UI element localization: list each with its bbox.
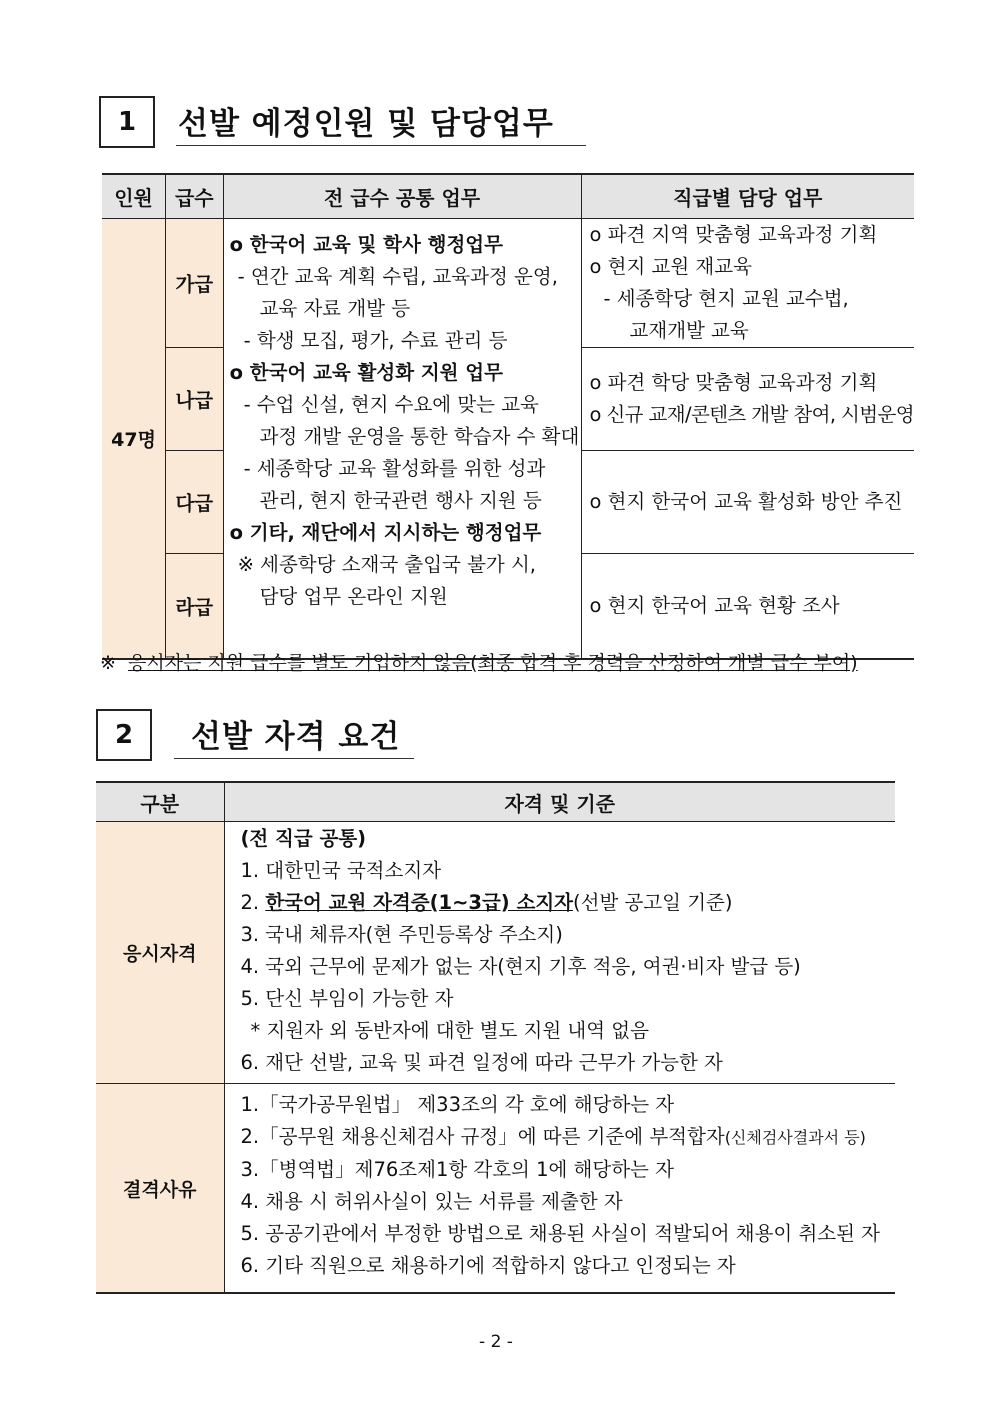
disqualification-item	[241, 1121, 896, 1154]
ga-duty-cont: 교재개발 교육	[629, 319, 749, 342]
eligibility-item: 6. 재단 선발, 교육 및 파견 일정에 따라 근무가 가능한 자	[240, 1051, 723, 1074]
staffing-table	[102, 173, 914, 660]
page-number: - 2 -	[479, 1332, 513, 1352]
eligibility-intro: (전 직급 공통)	[240, 827, 367, 850]
disqualification-item: 5. 공공기관에서 부정한 방법으로 채용된 사실이 적발되어 채용이 취소된 자	[240, 1222, 881, 1245]
duty-heading: o 한국어 교육 및 학사 행정업무	[229, 233, 503, 256]
header-grade: 급수	[166, 174, 224, 219]
section-number: 2	[114, 720, 134, 750]
disqualification-item-text: 2.「공무원 채용신체검사 규정」에 따른 기준에 부적합자	[240, 1125, 725, 1148]
qualification-table	[96, 781, 895, 1294]
item-number: 2.	[240, 891, 266, 914]
grade-ga: 가급	[166, 219, 224, 348]
duty-item: - 연간 교육 계획 수립, 교육과정 운영,	[237, 265, 558, 288]
note-mark: ※	[100, 652, 116, 674]
da-duty: o 현지 한국어 교육 활성화 방안 추진	[589, 490, 903, 513]
header-headcount: 인원	[102, 174, 166, 219]
eligibility-item: 5. 단신 부임이 가능한 자	[240, 987, 454, 1010]
grade-ra: 라급	[166, 554, 224, 660]
common-duties-cell	[223, 219, 581, 660]
disqualification-item: 6. 기타 직원으로 채용하기에 적합하지 않다고 인정되는 자	[240, 1254, 736, 1277]
duty-item-cont: 과정 개발 운영을 통한 학습자 수 확대	[259, 425, 580, 448]
disqualification-item: 3.「병역법」제76조제1항 각호의 1에 해당하는 자	[240, 1158, 674, 1181]
section-number-box	[96, 709, 152, 761]
header-criteria: 자격 및 기준	[224, 782, 895, 822]
disqualification-item-note: (신체검사결과서 등)	[724, 1128, 866, 1147]
da-duties-cell	[581, 451, 914, 554]
grade-note	[100, 648, 858, 675]
item-suffix: (선발 공고일 기준)	[573, 891, 733, 914]
duty-item-cont: 교육 자료 개발 등	[259, 297, 411, 320]
eligibility-label-text: 응시자격	[123, 943, 197, 965]
section-title-underline	[174, 758, 414, 759]
grade-da: 다급	[166, 451, 224, 554]
ga-duty: o 현지 교원 재교육	[589, 255, 752, 278]
ga-duty: - 세종학당 현지 교원 교수법,	[603, 287, 849, 310]
header-common-duties: 전 급수 공통 업무	[223, 174, 581, 219]
na-duty: o 파견 학당 맞춤형 교육과정 기획	[589, 371, 878, 394]
eligibility-cell	[224, 822, 895, 1084]
duty-item: - 수업 신설, 현지 수요에 맞는 교육	[243, 393, 539, 416]
ga-duties-cell	[581, 219, 914, 348]
duty-heading: o 한국어 교육 활성화 지원 업무	[229, 361, 503, 384]
disqualification-cell	[224, 1084, 895, 1294]
headcount: 47명	[111, 429, 156, 451]
ga-duty: o 파견 지역 맞춤형 교육과정 기획	[589, 223, 878, 246]
eligibility-item	[241, 887, 896, 919]
duty-note: ※ 세종학당 소재국 출입국 불가 시,	[237, 553, 536, 576]
duty-item: - 세종학당 교육 활성화를 위한 성과	[243, 457, 546, 480]
header-grade-duties: 직급별 담당 업무	[581, 174, 914, 219]
na-duty: o 신규 교재/콘텐츠 개발 참여, 시범운영	[589, 403, 914, 426]
section-number-box	[99, 96, 155, 148]
duty-heading: o 기타, 재단에서 지시하는 행정업무	[229, 521, 542, 544]
section-title: 선발 예정인원 및 담당업무	[178, 106, 554, 142]
ra-duties-cell	[581, 554, 914, 660]
eligibility-note: * 지원자 외 동반자에 대한 별도 지원 내역 없음	[250, 1019, 649, 1042]
section-number: 1	[117, 107, 137, 137]
disqualification-item: 1.「국가공무원법」 제33조의 각 호에 해당하는 자	[240, 1093, 675, 1116]
duty-note-cont: 담당 업무 온라인 지원	[259, 585, 448, 608]
eligibility-item: 4. 국외 근무에 문제가 없는 자(현지 기후 적응, 여권·비자 발급 등)	[240, 955, 801, 978]
eligibility-item: 1. 대한민국 국적소지자	[240, 859, 442, 882]
header-category: 구분	[96, 782, 224, 822]
duty-item-cont: 관리, 현지 한국관련 행사 지원 등	[259, 489, 542, 512]
na-duties-cell	[581, 348, 914, 451]
disqualification-item: 4. 채용 시 허위사실이 있는 서류를 제출한 자	[240, 1190, 623, 1213]
eligibility-label	[96, 822, 224, 1084]
section-title-underline	[176, 145, 586, 146]
disqualification-label-text: 결격사유	[123, 1178, 197, 1201]
eligibility-item: 3. 국내 체류자(현 주민등록상 주소지)	[240, 923, 563, 946]
note-text: 응시자는 지원 급수를 별도 기입하지 않음(최종 합격 후 경력을 산정하여 개별 급수 부여)	[127, 652, 858, 674]
duty-item: - 학생 모집, 평가, 수료 관리 등	[243, 329, 508, 352]
headcount-cell	[102, 219, 166, 660]
section-title: 선발 자격 요건	[191, 719, 401, 755]
grade-na: 나급	[166, 348, 224, 451]
ra-duty: o 현지 한국어 교육 현황 조사	[589, 594, 840, 617]
disqualification-label	[96, 1084, 224, 1294]
certificate-requirement: 한국어 교원 자격증(1~3급) 소지자	[265, 891, 574, 914]
